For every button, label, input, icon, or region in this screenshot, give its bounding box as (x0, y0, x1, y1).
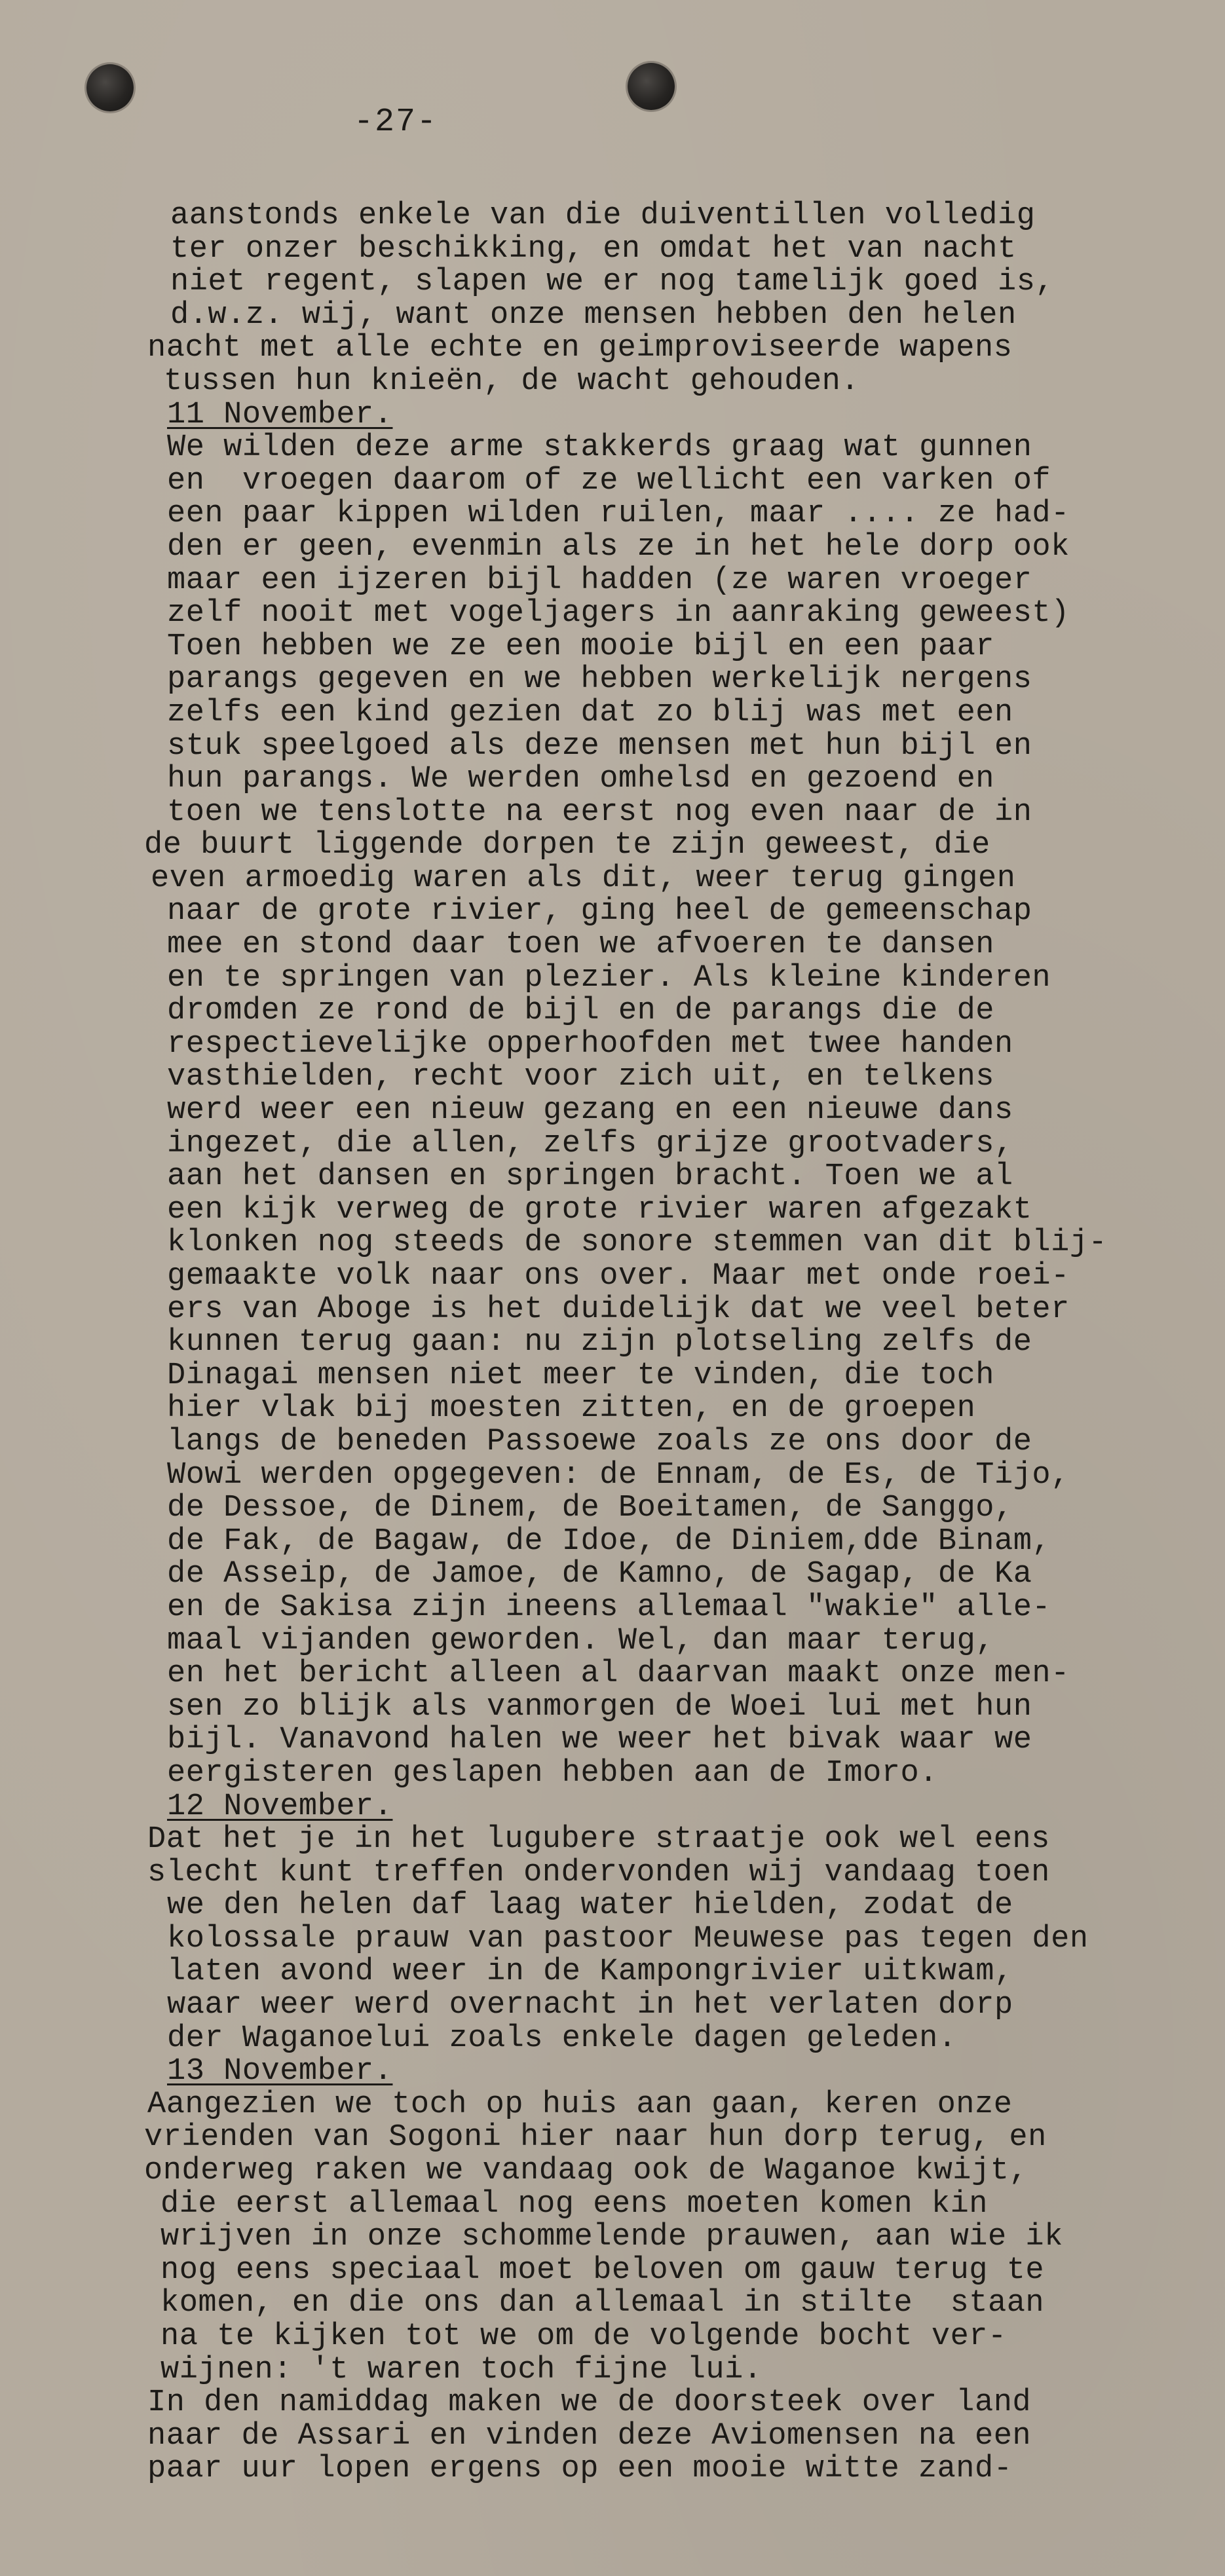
line-text: kunnen terug gaan: nu zijn plotseling zelfs de (167, 1325, 1032, 1360)
text-line (144, 796, 1166, 830)
text-line (144, 266, 1166, 299)
text-line (144, 432, 1166, 465)
line-text: der Waganoelui zoals enkele dagen geleden. (167, 2021, 957, 2056)
line-text: parangs gegeven en we hebben werkelijk nergens (167, 662, 1032, 698)
text-line (144, 1492, 1166, 1525)
line-text: waar weer werd overnacht in het verlaten dorp (167, 1988, 1013, 2023)
line-text: nacht met alle echte en geimproviseerde wapens (147, 331, 1013, 366)
line-text: naar de Assari en vinden deze Aviomensen na een (147, 2418, 1032, 2454)
text-line (144, 2089, 1166, 2122)
text-line (144, 1724, 1166, 1757)
line-text: paar uur lopen ergens op een mooie witte zand- (147, 2452, 1013, 2487)
text-line (144, 1392, 1166, 1426)
line-text: sen zo blijk als vanmorgen de Woei lui met hun (167, 1689, 1032, 1725)
line-text: respectievelijke opperhoofden met twee handen (167, 1026, 1013, 1062)
line-text: nog eens speciaal moet beloven om gauw terug te (160, 2252, 1045, 2288)
date-heading-line (144, 2055, 1166, 2089)
date-heading-line (144, 1791, 1166, 1824)
text-line (144, 1260, 1166, 1294)
text-line (144, 1028, 1166, 1062)
line-text: eergisteren geslapen hebben aan de Imoro. (167, 1755, 938, 1791)
text-line (144, 200, 1166, 233)
line-text: we den helen daf laag water hielden, zodat de (167, 1888, 1013, 1924)
body-text (144, 200, 1166, 2486)
text-line (144, 2453, 1166, 2486)
text-line (144, 1890, 1166, 1923)
text-line (144, 2121, 1166, 2155)
line-text: na te kijken tot we om de volgende bocht ver- (160, 2319, 1007, 2354)
text-line (144, 1426, 1166, 1459)
text-line (144, 2221, 1166, 2254)
text-line (144, 332, 1166, 365)
text-line (144, 697, 1166, 730)
line-text: stuk speelgoed als deze mensen met hun bijl en (167, 728, 1032, 764)
text-line (144, 1525, 1166, 1559)
line-text: even armoedig waren als dit, weer terug gingen (151, 861, 1016, 896)
line-text: vasthielden, recht voor zich uit, en telkens (167, 1060, 995, 1095)
text-line (144, 1227, 1166, 1260)
line-text: In den namiddag maken we de doorsteek over land (147, 2385, 1032, 2421)
date-heading: 13 November. (167, 2054, 393, 2089)
text-line (144, 531, 1166, 565)
line-text: zelfs een kind gezien dat zo blij was met een (167, 695, 1013, 730)
date-heading: 11 November. (167, 397, 393, 432)
line-text: hun parangs. We werden omhelsd en gezoend en (167, 762, 995, 797)
line-text: ers van Aboge is het duidelijk dat we veel beter (167, 1292, 1070, 1327)
line-text: wijnen: 't waren toch fijne lui. (160, 2352, 763, 2387)
text-line (144, 1294, 1166, 1327)
text-line (144, 1128, 1166, 1161)
line-text: niet regent, slapen we er nog tamelijk goed is, (170, 265, 1055, 300)
text-line (144, 1658, 1166, 1691)
punch-hole-left (86, 64, 134, 111)
line-text: aan het dansen en springen bracht. Toen we al (167, 1159, 1013, 1195)
text-line (144, 763, 1166, 796)
line-text: maal vijanden geworden. Wel, dan maar terug, (167, 1623, 995, 1658)
text-line (144, 730, 1166, 764)
line-text: en de Sakisa zijn ineens allemaal "wakie" alle- (167, 1590, 1051, 1625)
line-text: de Fak, de Bagaw, de Idoe, de Diniem,dde Binam, (167, 1523, 1051, 1559)
text-line (144, 2420, 1166, 2454)
line-text: de buurt liggende dorpen te zijn geweest, die (144, 828, 990, 863)
line-text: Aangezien we toch op huis aan gaan, keren onze (147, 2087, 1013, 2122)
line-text: komen, en die ons dan allemaal in stilte staan (160, 2286, 1045, 2321)
text-line (144, 597, 1166, 631)
line-text: en vroegen daarom of ze wellicht een varken of (167, 463, 1051, 498)
line-text: Wowi werden opgegeven: de Ennam, de Es, de Tijo, (167, 1457, 1070, 1493)
text-line (144, 1094, 1166, 1128)
text-line (144, 2287, 1166, 2321)
line-text: bijl. Vanavond halen we weer het bivak waar we (167, 1723, 1032, 1758)
text-line (144, 995, 1166, 1028)
text-line (144, 929, 1166, 962)
line-text: naar de grote rivier, ging heel de gemeenschap (167, 894, 1032, 929)
line-text: de Dessoe, de Dinem, de Boeitamen, de Sanggo, (167, 1491, 1013, 1526)
text-line (144, 1757, 1166, 1791)
line-text: ingezet, die allen, zelfs grijze grootvaders, (167, 1126, 1013, 1161)
text-line (144, 1061, 1166, 1094)
text-line (144, 1625, 1166, 1658)
line-text: zelf nooit met vogeljagers in aanraking geweest) (167, 596, 1070, 631)
text-line (144, 1161, 1166, 1194)
line-text: hier vlak bij moesten zitten, en de groepen (167, 1391, 976, 1427)
line-text: langs de beneden Passoewe zoals ze ons door de (167, 1424, 1032, 1459)
text-line (144, 1956, 1166, 1989)
text-line (144, 1989, 1166, 2023)
text-line (144, 631, 1166, 664)
line-text: en te springen van plezier. Als kleine kinderen (167, 960, 1051, 996)
line-text: den er geen, evenmin als ze in het hele dorp ook (167, 529, 1070, 565)
date-heading-line (144, 399, 1166, 432)
text-line (144, 465, 1166, 498)
text-line (144, 2188, 1166, 2222)
text-line (144, 1194, 1166, 1227)
line-text: We wilden deze arme stakkerds graag wat gunnen (167, 430, 1032, 466)
text-line (144, 1857, 1166, 1890)
text-line (144, 1823, 1166, 1857)
text-line (144, 829, 1166, 863)
text-line (144, 2254, 1166, 2288)
text-line (144, 1558, 1166, 1592)
line-text: wrijven in onze schommelende prauwen, aan wie ik (160, 2220, 1063, 2255)
line-text: die eerst allemaal nog eens moeten komen kin (160, 2186, 989, 2222)
line-text: een paar kippen wilden ruilen, maar .... ze had- (167, 496, 1070, 532)
line-text: Toen hebben we ze een mooie bijl en een paar (167, 629, 995, 664)
line-text: slecht kunt treffen ondervonden wij vandaag toen (147, 1855, 1050, 1890)
text-line (144, 863, 1166, 896)
text-line (144, 1592, 1166, 1625)
line-text: laten avond weer in de Kampongrivier uitkwam, (167, 1954, 1013, 1990)
line-text: aanstonds enkele van die duiventillen volledig (170, 198, 1036, 233)
text-line (144, 2155, 1166, 2188)
text-line (144, 233, 1166, 267)
text-line (144, 1326, 1166, 1360)
text-line (144, 1923, 1166, 1956)
line-text: ter onzer beschikking, en omdat het van nacht (170, 231, 1017, 267)
line-text: Dinagai mensen niet meer te vinden, die toch (167, 1358, 995, 1393)
text-line (144, 2354, 1166, 2387)
line-text: werd weer een nieuw gezang en een nieuwe dans (167, 1093, 1013, 1129)
line-text: toen we tenslotte na eerst nog even naar de in (167, 794, 1032, 830)
line-text: mee en stond daar toen we afvoeren te dansen (167, 927, 995, 963)
line-text: en het bericht alleen al daarvan maakt onze men- (167, 1656, 1070, 1692)
text-line (144, 365, 1166, 399)
line-text: de Asseip, de Jamoe, de Kamno, de Sagap, de Ka (167, 1557, 1032, 1592)
line-text: vrienden van Sogoni hier naar hun dorp terug, en (144, 2120, 1047, 2156)
punch-hole-right (628, 63, 675, 110)
line-text: tussen hun knieën, de wacht gehouden. (164, 364, 860, 399)
line-text: dromden ze rond de bijl en de parangs die de (167, 994, 995, 1029)
text-line (144, 299, 1166, 333)
text-line (144, 663, 1166, 697)
text-line (144, 1360, 1166, 1393)
line-text: maar een ijzeren bijl hadden (ze waren vroeger (167, 563, 1032, 598)
text-line (144, 1691, 1166, 1725)
line-text: d.w.z. wij, want onze mensen hebben den helen (170, 297, 1017, 333)
line-text: kolossale prauw van pastoor Meuwese pas tegen den (167, 1921, 1089, 1956)
line-text: gemaakte volk naar ons over. Maar met onde roei- (167, 1259, 1070, 1294)
page-number: -27- (354, 103, 438, 141)
text-line (144, 1459, 1166, 1493)
text-line (144, 2387, 1166, 2420)
text-line (144, 498, 1166, 531)
line-text: onderweg raken we vandaag ook de Waganoe kwijt, (144, 2154, 1028, 2189)
text-line (144, 962, 1166, 996)
date-heading: 12 November. (167, 1789, 393, 1824)
text-line (144, 2023, 1166, 2056)
line-text: een kijk verweg de grote rivier waren afgezakt (167, 1192, 1032, 1227)
line-text: klonken nog steeds de sonore stemmen van dit blij- (167, 1225, 1108, 1261)
text-line (144, 2321, 1166, 2354)
text-line (144, 565, 1166, 598)
line-text: Dat het je in het lugubere straatje ook wel eens (147, 1822, 1050, 1857)
text-line (144, 895, 1166, 929)
